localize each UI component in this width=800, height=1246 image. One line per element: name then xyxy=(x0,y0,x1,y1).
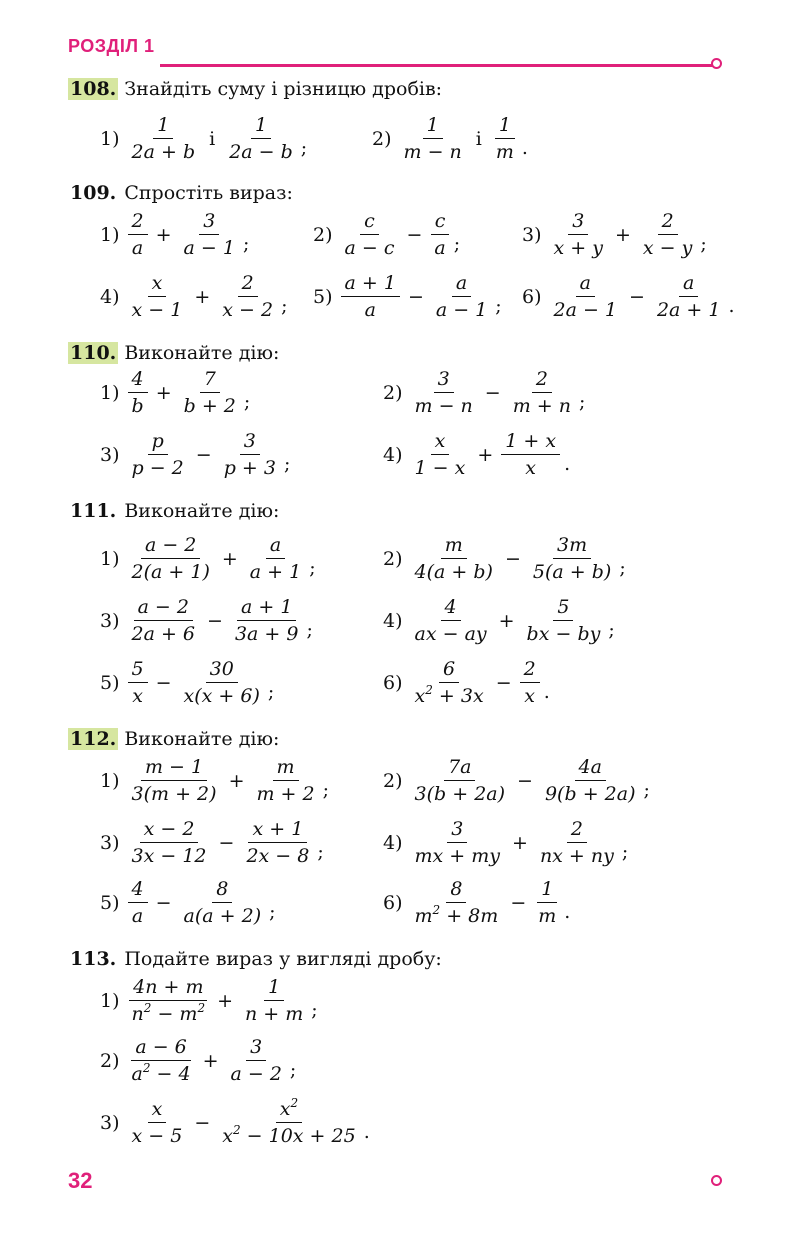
exercise-title: Спростіть вираз: xyxy=(124,182,293,204)
footer-rule xyxy=(110,1180,716,1183)
task-110-4: 4) $\frac{x}{1 - x}$ + $\frac{1 + x}{x}$ . xyxy=(383,430,571,479)
task-109-3: 3) $\frac{3}{x + y}$ + $\frac{2}{x - y}$ ; xyxy=(522,210,707,259)
task-111-2: 2) $\frac{m}{4(a + b)}$ − $\frac{3m}{5(a + b)}$ ; xyxy=(383,534,626,583)
task-109-6: 6) $\frac{a}{2a - 1}$ − $\frac{a}{2a + 1}$ . xyxy=(522,272,735,321)
task-111-6: 6) $\frac{6}{x^2 + 3x}$ − $\frac{2}{x}$ . xyxy=(383,658,550,707)
task-112-5: 5) $\frac{4}{a}$ − $\frac{8}{a(a + 2)}$ ; xyxy=(100,878,276,927)
task-113-1: 1) $\frac{4n + m}{n^2 - m^2}$ + $\frac{1}{n + m}$ ; xyxy=(100,976,318,1025)
task-109-2: 2) $\frac{c}{a - c}$ − $\frac{c}{a}$ ; xyxy=(313,210,461,259)
header-rule-end-circle xyxy=(711,58,722,69)
task-113-2: 2) $\frac{a - 6}{a^2 - 4}$ + $\frac{3}{a - 2}$ ; xyxy=(100,1036,297,1085)
task-108-2: 2) $\frac{1}{m - n}$ і $\frac{1}{m}$ . xyxy=(372,114,528,163)
task-111-1: 1) $\frac{a - 2}{2(a + 1)}$ + $\frac{a}{a + 1}$ ; xyxy=(100,534,316,583)
exercise-number: 112. xyxy=(70,728,117,750)
task-111-3: 3) $\frac{a - 2}{2a + 6}$ − $\frac{a + 1}{3a + 9}$ ; xyxy=(100,596,313,645)
task-111-4: 4) $\frac{4}{ax - ay}$ + $\frac{5}{bx - by}$ ; xyxy=(383,596,615,645)
exercise-108 xyxy=(68,76,442,102)
footer-rule-end-circle xyxy=(711,1175,722,1186)
task-110-2: 2) $\frac{3}{m - n}$ − $\frac{2}{m + n}$ ; xyxy=(383,368,586,417)
task-109-1: 1) $\frac{2}{a}$ + $\frac{3}{a - 1}$ ; xyxy=(100,210,250,259)
task-111-5: 5) $\frac{5}{x}$ − $\frac{30}{x(x + 6)}$ ; xyxy=(100,658,275,707)
task-109-5: 5) $\frac{a + 1}{a}$ − $\frac{a}{a - 1}$ ; xyxy=(313,272,502,321)
exercise-112 xyxy=(68,726,279,752)
exercise-title: Подайте вираз у вигляді дробу: xyxy=(124,948,442,970)
exercise-113 xyxy=(68,946,442,972)
exercise-number: 113. xyxy=(70,948,117,970)
task-112-4: 4) $\frac{3}{mx + my}$ + $\frac{2}{nx + ny}$ ; xyxy=(383,818,629,867)
exercise-title: Знайдіть суму і різницю дробів: xyxy=(124,78,443,100)
exercise-111 xyxy=(68,498,279,524)
task-110-3: 3) $\frac{p}{p - 2}$ − $\frac{3}{p + 3}$ ; xyxy=(100,430,291,479)
exercise-110 xyxy=(68,340,279,366)
exercise-title: Виконайте дію: xyxy=(124,728,280,750)
exercise-title: Виконайте дію: xyxy=(124,500,280,522)
exercise-109 xyxy=(68,180,293,206)
section-label: РОЗДІЛ 1 xyxy=(68,36,155,56)
exercise-title: Виконайте дію: xyxy=(124,342,280,364)
task-110-1: 1) $\frac{4}{b}$ + $\frac{7}{b + 2}$ ; xyxy=(100,368,251,417)
task-112-3: 3) $\frac{x - 2}{3x - 12}$ − $\frac{x + 1}{2x - 8}$ ; xyxy=(100,818,324,867)
exercise-number: 109. xyxy=(70,182,117,204)
task-112-6: 6) $\frac{8}{m^2 + 8m}$ − $\frac{1}{m}$ . xyxy=(383,878,571,927)
task-112-1: 1) $\frac{m - 1}{3(m + 2)}$ + $\frac{m}{m + 2}$ ; xyxy=(100,756,330,805)
task-109-4: 4) $\frac{x}{x - 1}$ + $\frac{2}{x - 2}$ ; xyxy=(100,272,288,321)
page-number: 32 xyxy=(68,1168,93,1193)
exercise-number: 110. xyxy=(70,342,117,364)
header-rule xyxy=(160,64,716,67)
task-108-1: 1) $\frac{1}{2a + b}$ і $\frac{1}{2a - b}$ ; xyxy=(100,114,308,163)
exercise-number: 111. xyxy=(70,500,117,522)
task-112-2: 2) $\frac{7a}{3(b + 2a)}$ − $\frac{4a}{9(b + 2a)}$ ; xyxy=(383,756,650,805)
task-113-3: 3) $\frac{x}{x - 5}$ − $\frac{x^2}{x^2 - 10x + 25}$ . xyxy=(100,1096,370,1147)
exercise-number: 108. xyxy=(70,78,117,100)
